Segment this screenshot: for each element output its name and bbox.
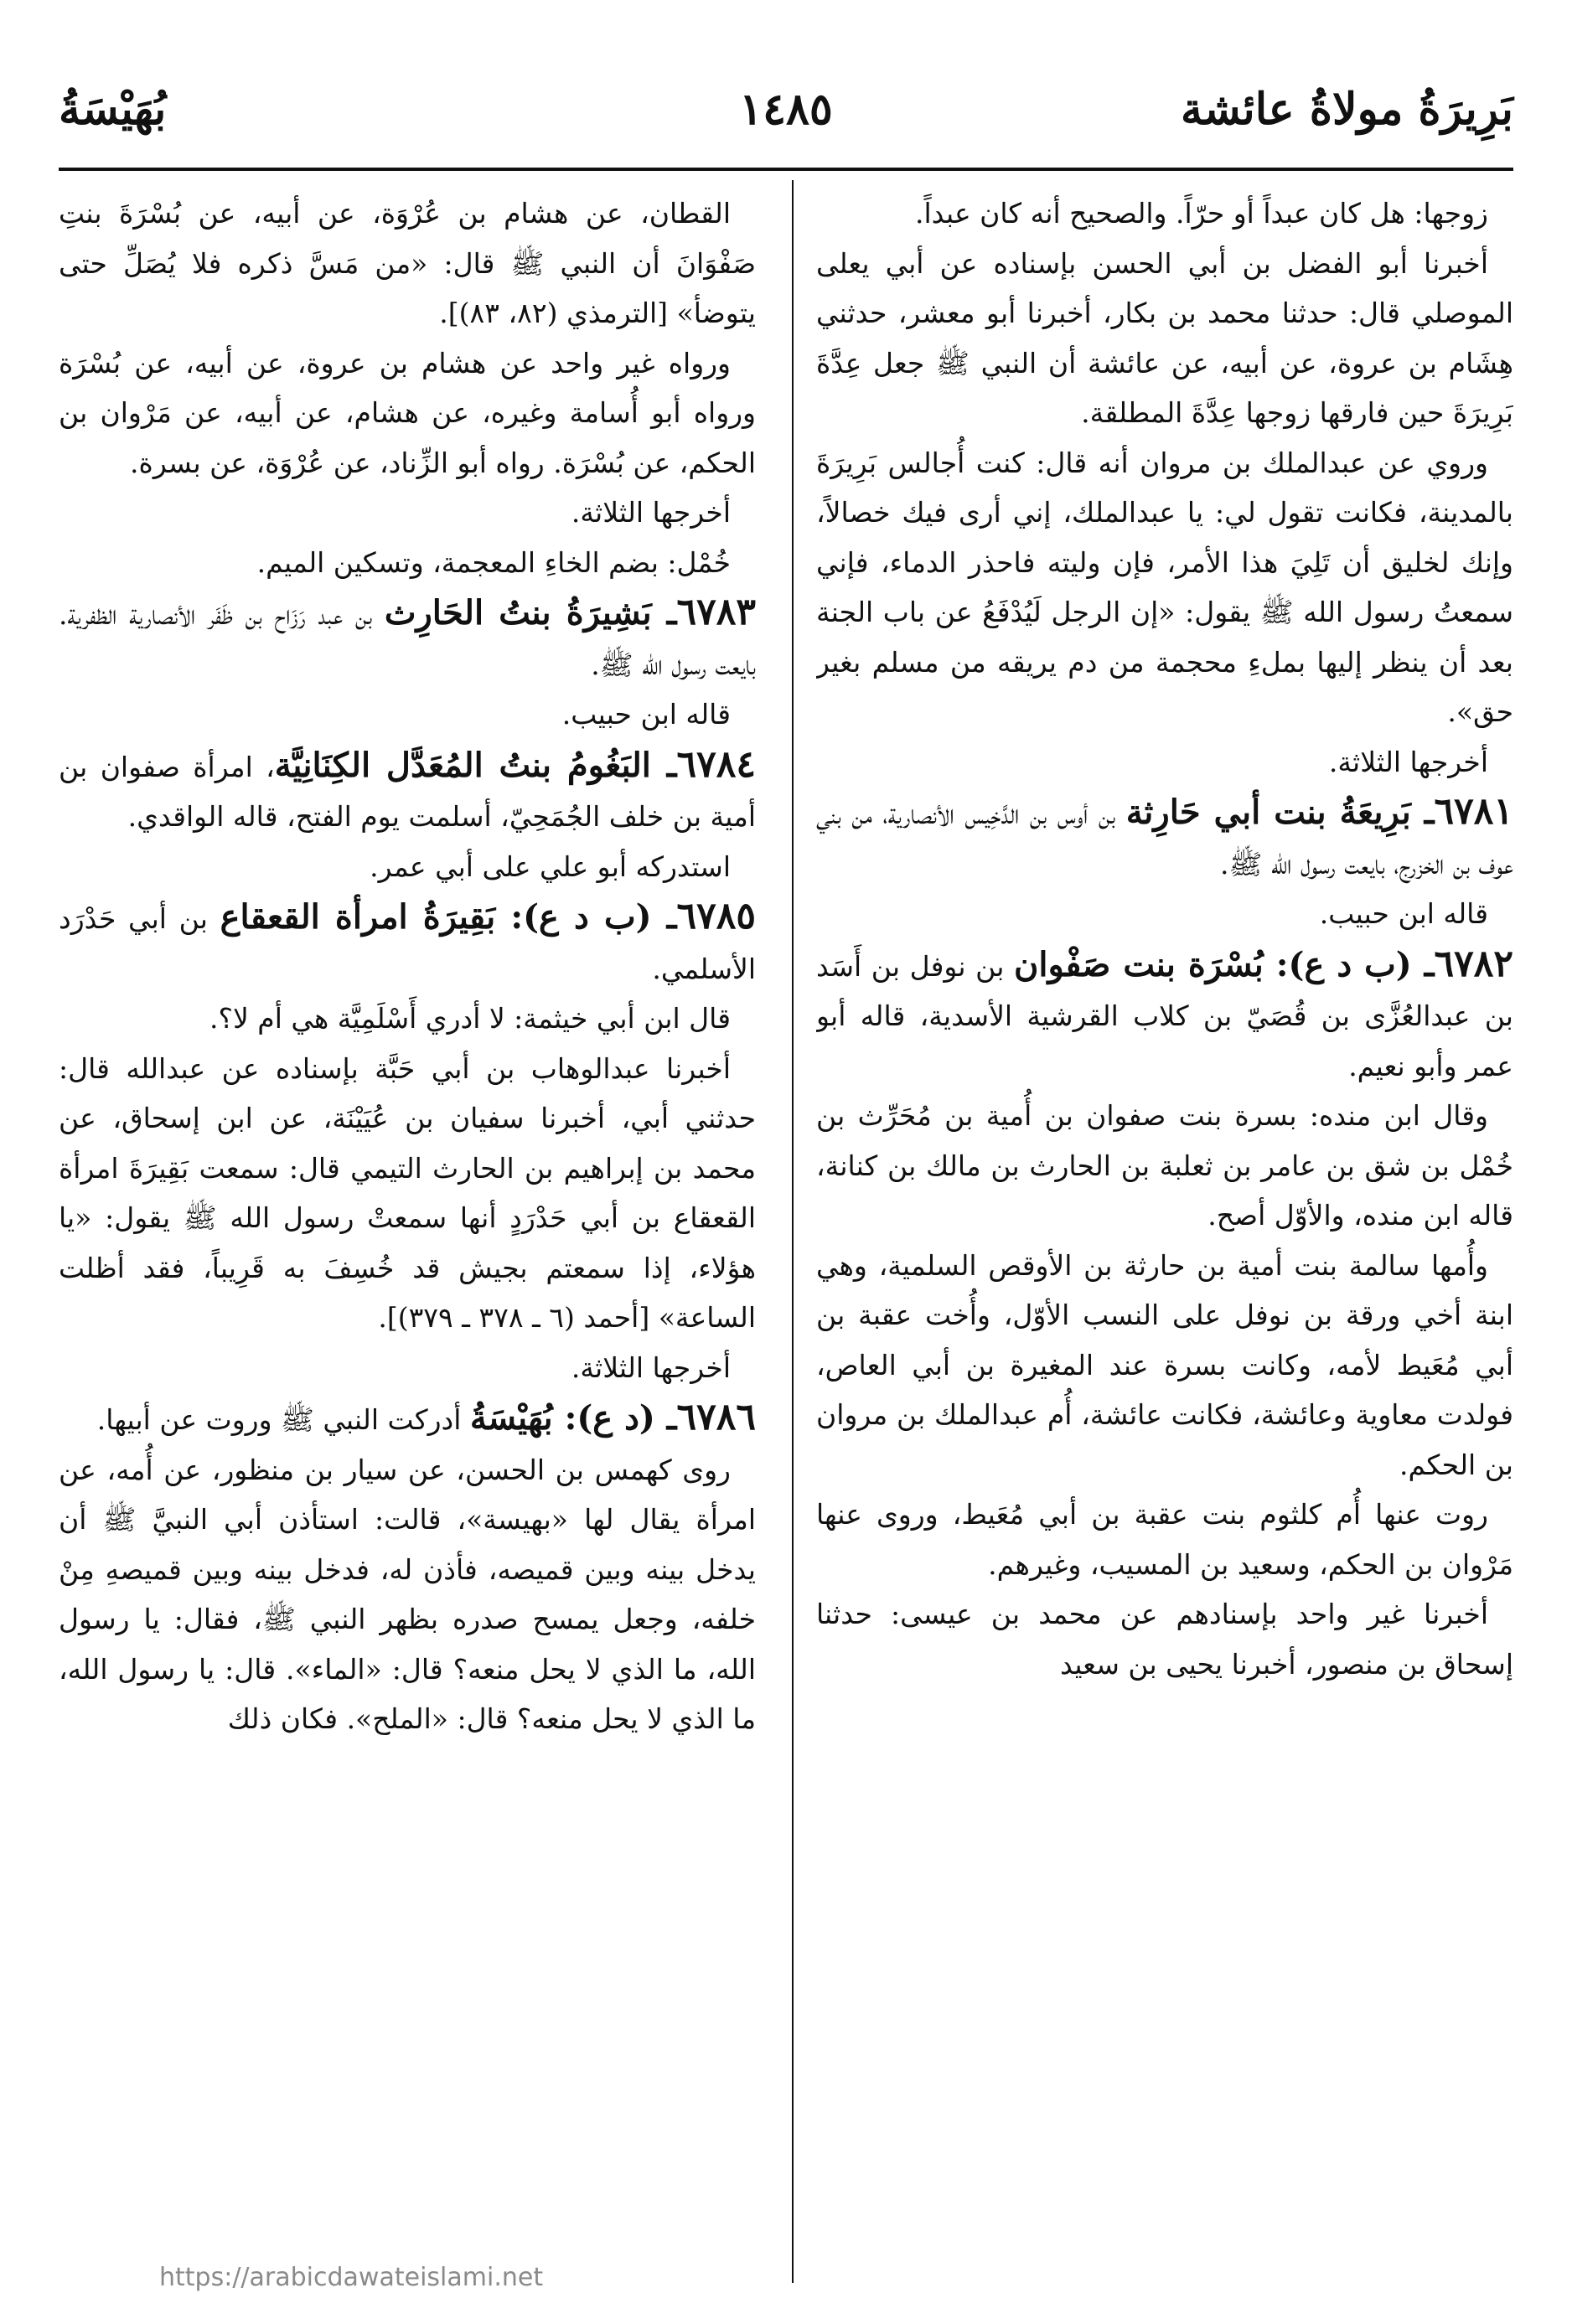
column-divider (792, 180, 794, 2283)
paragraph: زوجها: هل كان عبداً أو حرّاً. والصحيح أنه كان عبداً. (915, 197, 1488, 230)
paragraph: قال ابن أبي خيثمة: لا أدري أَسْلَمِيَّة هي أم لا؟. (209, 1002, 731, 1035)
paragraph: أخرجها الثلاثة. (1328, 745, 1488, 778)
right-column (816, 189, 1513, 2266)
paragraph: روى كهمس بن الحسن، عن سيار بن منظور، عن أُمه، عن امرأة يقال لها «بهيسة»، قالت: استأذن أبي النبيَّ ﷺ أن يدخل بينه وبين قميصه، فأذن له، فدخل بينه وبين قميصهِ مِنْ خلفه، وجعل يمسح صدره بظهر النبي ﷺ، فقال: يا رسول الله، ما الذي لا يحل منعه؟ قال: «الماء». قال: يا رسول الله، ما الذي لا يحل منعه؟ قال: «الملح». فكان ذلك (59, 1453, 756, 1735)
entry-name: ـ (د ع): بُهَيْسَةُ (469, 1398, 677, 1438)
paragraph: أخرجها الثلاثة. (571, 1351, 731, 1384)
entry-number: ٦٧٨١ (1434, 790, 1513, 833)
entry-number: ٦٧٨٥ (676, 895, 756, 937)
entry-text: ، امرأة صفوان بن أمية بن خلف الجُمَحِيّ، أسلمت يوم الفتح، قاله الواقدي. (59, 750, 756, 833)
biography-entry (816, 939, 1513, 1092)
entry-name: ـ (ب د ع): بُسْرَة بنت صَفْوان (1014, 944, 1435, 984)
header-rule (59, 168, 1513, 171)
paragraph: وأُمها سالمة بنت أمية بن حارثة بن الأوقص السلمية، وهي ابنة أخي ورقة بن نوفل على النسب الأوّل، وأُخت عقبة بن أبي مُعَيط لأمه، وكانت بسرة عند المغيرة بن أبي العاص، فولدت معاوية وعائشة، فكانت عائشة، أُم عبدالملك بن مروان بن الحكم. (816, 1248, 1513, 1481)
page-header (59, 84, 1513, 159)
entry-text: بن عبد رَزَاح بن ظَفَر الأنصارية الظفرية. بايعت رسول الله ﷺ. (59, 598, 756, 681)
running-title-right: بَرِيرَةُ مولاةُ عائشة (1180, 84, 1513, 135)
paragraph: قاله ابن حبيب. (561, 698, 731, 731)
entry-number: ٦٧٨٦ (676, 1396, 756, 1438)
paragraph: أخبرنا أبو الفضل بن أبي الحسن بإسناده عن أبي يعلى الموصلي قال: حدثنا محمد بن بكار، أخبرنا أبو معشر، حدثني هِشَام بن عروة، عن أبيه، عن عائشة أن النبي ﷺ جعل عِدَّةَ بَرِيرَةَ حين فارقها زوجها عِدَّةَ المطلقة. (816, 246, 1513, 429)
paragraph: وروي عن عبدالملك بن مروان أنه قال: كنت أُجالس بَرِيرَةَ بالمدينة، فكانت تقول لي: يا عبدالملك، إني أرى فيك خصالاً، وإنك لخليق أن تَلِيَ هذا الأمر، فإن وليته فاحذر الدماء، فإني سمعتُ رسول الله ﷺ يقول: «إن الرجل لَيُدْفَعُ عن باب الجنة بعد أن ينظر إليها بملءِ محجمة من دم يريقه من مسلم بغير حق». (816, 446, 1513, 728)
paragraph: خُمْل: بضم الخاءِ المعجمة، وتسكين الميم. (256, 545, 731, 579)
entry-number: ٦٧٨٢ (1434, 942, 1513, 985)
biography-entry (59, 891, 756, 994)
paragraph: أخبرنا غير واحد بإسنادهم عن محمد بن عيسى: حدثنا إسحاق بن منصور، أخبرنا يحيى بن سعيد (816, 1598, 1513, 1681)
paragraph: أخبرنا عبدالوهاب بن أبي حَبَّة بإسناده عن عبدالله قال: حدثني أبي، أخبرنا سفيان بن عُيَيْنَة، عن ابن إسحاق، عن محمد بن إبراهيم بن الحارث التيمي قال: سمعت بَقِيرَةَ امرأة القعقاع بن أبي حَدْرَدٍ أنها سمعتْ رسول الله ﷺ يقول: «يا هؤلاء، إذا سمعتم بجيش قد خُسِفَ به قَرِيباً، فقد أظلت الساعة» [أحمد (٦ ـ ٣٧٨ ـ ٣٧٩)]. (59, 1051, 756, 1334)
biography-entry (59, 1392, 756, 1445)
biography-entry (59, 740, 756, 842)
page-number: ١٤٨٥ (739, 84, 833, 135)
paragraph: ورواه غير واحد عن هشام بن عروة، عن أبيه، عن بُسْرَة ورواه أبو أُسامة وغيره، عن هشام، عن أبيه، عن مَرْوان بن الحكم، عن بُسْرَة. رواه أبو الزِّناد، عن عُرْوَة، عن بسرة. (59, 346, 756, 479)
entry-number: ٦٧٨٤ (676, 742, 756, 786)
entry-text: بن أبي حَدْرَد الأسلمي. (59, 902, 756, 985)
paragraph: روت عنها أُم كلثوم بنت عقبة بن أبي مُعَيط، وروى عنها مَرْوان بن الحكم، وسعيد بن المسيب، وغيرهم. (816, 1498, 1513, 1581)
source-url: https://arabicdawateislami.net (159, 2263, 544, 2292)
paragraph: القطان، عن هشام بن عُرْوَة، عن أبيه، عن بُسْرَةَ بنتِ صَفْوَانَ أن النبي ﷺ قال: «من مَسَّ ذكره فلا يُصَلِّ حتى يتوضأ» [الترمذي (٨٢، ٨٣)]. (59, 197, 756, 329)
entry-text: أدركت النبي ﷺ وروت عن أبيها. (96, 1403, 470, 1436)
biography-entry (816, 787, 1513, 889)
paragraph: استدركه أبو علي على أبي عمر. (370, 850, 731, 883)
paragraph: وقال ابن منده: بسرة بنت صفوان بن أُمية بن مُحَرِّث بن خُمْل بن شق بن عامر بن ثعلبة بن الحارث بن مالك بن كنانة، قاله ابن منده، والأوّل أصح. (816, 1099, 1513, 1232)
biography-entry (59, 587, 756, 689)
entry-name: ـ البَغُومُ بنتُ المُعَدَّل الكِنَانِيَّة (274, 745, 677, 785)
entry-text: بن نوفل بن أَسَد بن عبدالعُزَّى بن قُصَيّ بن كلاب القرشية الأسدية، قاله أبو عمر وأبو نعيم. (816, 949, 1513, 1082)
entry-text: بن أوس بن الدَّخِيس الأنصارية، من بني عوف بن الخزرج، بايعت رسول الله ﷺ. (816, 798, 1513, 881)
running-title-left: بُهَيْسَةُ (59, 84, 167, 135)
entry-name: ـ (ب د ع): بَقِيرَةُ امرأة القعقاع (220, 897, 677, 937)
paragraph: قاله ابن حبيب. (1319, 897, 1488, 930)
left-column (59, 189, 756, 2266)
entry-name: ـ بَشِيرَةُ بنتُ الحَارِث (384, 593, 677, 633)
paragraph: أخرجها الثلاثة. (571, 496, 731, 529)
entry-number: ٦٧٨٣ (676, 591, 756, 633)
entry-name: ـ بَرِيعَةُ بنت أبي حَارِثة (1125, 793, 1435, 832)
